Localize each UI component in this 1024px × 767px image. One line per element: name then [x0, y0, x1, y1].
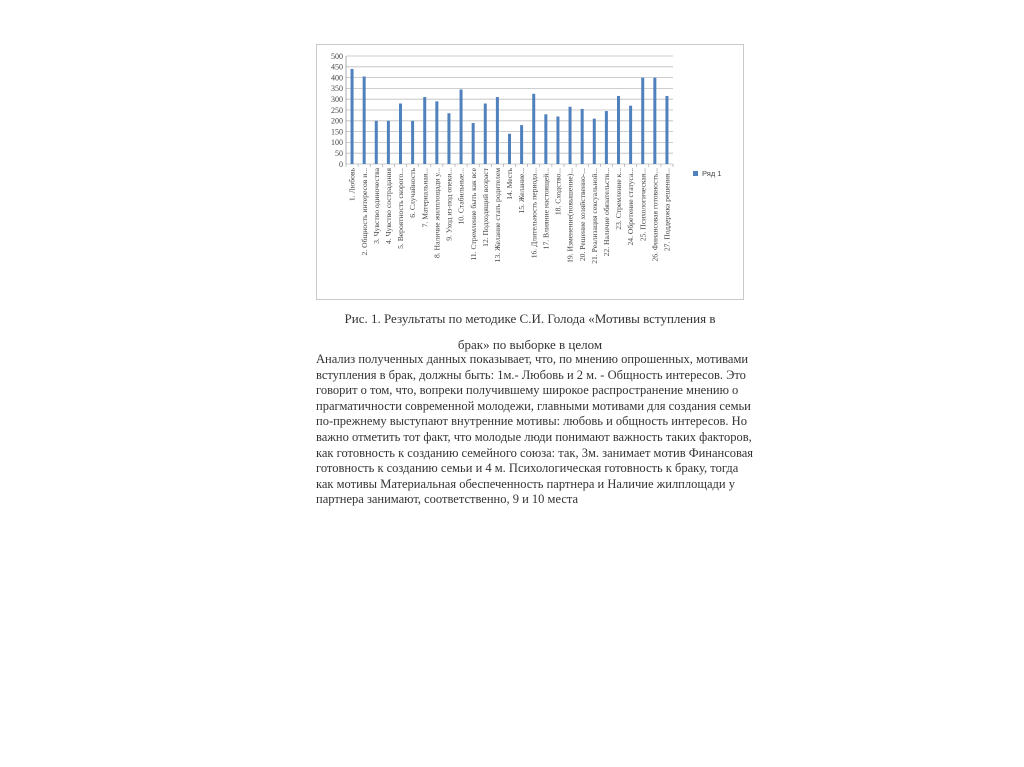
bar-chart	[317, 45, 743, 299]
y-tick-label: 0	[339, 159, 343, 169]
y-tick-label: 50	[335, 149, 343, 158]
bar	[435, 101, 438, 164]
bar	[665, 96, 668, 164]
bar	[351, 69, 354, 164]
y-tick-label: 350	[331, 84, 343, 94]
bar	[411, 121, 414, 164]
analysis-paragraph: Анализ полученных данных показывает, что, по мнению опрошенных, мотивами вступления в брак, должны быть: 1м.- Любовь и 2 м. - Общность интересов. Это говорит о том, что, вопреки получившему широкое распространение мнению о прагматичности современной молодежи, главными мотивами для создания семьи по-прежнему выступают внутренние мотивы: любовь и общность интересов. Но важно отметить тот факт, что молодые люди понимают важность таких факторов, как готовность к созданию семейного союза: так, 3м. занимает мотив Финансовая готовность к созданию семьи и 4 м. Психологическая готовность к браку, тогда как мотивы Материальная обеспеченность партнера и Наличие жилплощади у партнера занимают, соответственно, 9 и 10 места	[316, 352, 754, 507]
bar	[460, 89, 463, 164]
bar	[484, 104, 487, 164]
y-tick-label: 400	[331, 73, 343, 83]
bar	[423, 97, 426, 164]
category-label: 23. Стремление к...	[614, 168, 624, 230]
bar	[581, 109, 584, 164]
caption-line-1: Рис. 1. Результаты по методике С.И. Голода «Мотивы вступления в	[344, 311, 716, 326]
chart-frame	[316, 44, 744, 300]
bar	[641, 78, 644, 164]
bar	[508, 134, 511, 164]
bar	[447, 113, 450, 164]
category-label: 11. Стремление быть как все	[468, 168, 478, 261]
bar	[520, 125, 523, 164]
category-label: 9. Уход из-под опеки...	[444, 168, 454, 241]
category-label: 22. Наличие обязательств...	[601, 168, 611, 257]
category-label: 12. Подходящий возраст	[480, 168, 490, 247]
bar	[532, 94, 535, 164]
y-tick-label: 450	[331, 62, 343, 72]
category-label: 3. Чувство одиночества	[371, 168, 381, 244]
category-label: 26. Финансовая готовность...	[650, 168, 660, 262]
bar	[556, 116, 559, 164]
bar	[569, 107, 572, 164]
y-tick-label: 300	[331, 95, 343, 104]
category-label: 19. Изменение(повышение)...	[565, 168, 575, 263]
category-label: 7. Материальная...	[420, 168, 430, 228]
category-label: 24. Обретение статуса...	[626, 168, 636, 246]
category-label: 25. Психологическая...	[638, 168, 648, 242]
category-label: 13. Желание стать родителем	[492, 168, 502, 263]
category-label: 4. Чувство сострадания	[383, 168, 393, 244]
y-tick-label: 500	[331, 51, 343, 61]
category-label: 10. Стабильные...	[456, 168, 466, 225]
y-tick-label: 200	[331, 116, 343, 126]
category-label: 18. Сходство...	[553, 168, 563, 216]
bar	[544, 114, 547, 164]
bar	[363, 77, 366, 164]
bar	[617, 96, 620, 164]
bar	[496, 97, 499, 164]
category-label: 15. Желание...	[517, 168, 527, 214]
category-label: 8. Наличие жилплощади у...	[432, 168, 442, 259]
bar	[629, 106, 632, 164]
figure-caption	[316, 306, 744, 358]
bar	[399, 104, 402, 164]
category-label: 1. Любовь	[347, 168, 357, 202]
bar	[387, 121, 390, 164]
bar	[605, 111, 608, 164]
category-label: 14. Месть	[505, 168, 515, 200]
legend-swatch	[693, 171, 698, 176]
category-label: 6. Случайность	[408, 168, 418, 218]
y-tick-label: 150	[331, 127, 343, 137]
category-label: 2. Общность интересов и...	[359, 168, 369, 256]
bar	[593, 119, 596, 164]
category-label: 5. Вероятность скорого...	[396, 168, 406, 249]
category-label: 16. Длительность периода...	[529, 168, 539, 259]
category-label: 21. Реализация сексуальной...	[589, 168, 599, 264]
bar	[653, 78, 656, 164]
caption-line-2: брак» по выборке в целом	[457, 337, 603, 352]
category-label: 17. Влияние настоящей...	[541, 168, 551, 250]
category-label: 27. Поддержка решения...	[662, 168, 672, 252]
y-tick-label: 100	[331, 138, 343, 148]
bar	[375, 121, 378, 164]
category-label: 20. Решение хозяйственно-...	[577, 168, 587, 262]
y-tick-label: 250	[331, 105, 343, 115]
bar	[472, 123, 475, 164]
legend-label: Ряд 1	[702, 169, 722, 178]
